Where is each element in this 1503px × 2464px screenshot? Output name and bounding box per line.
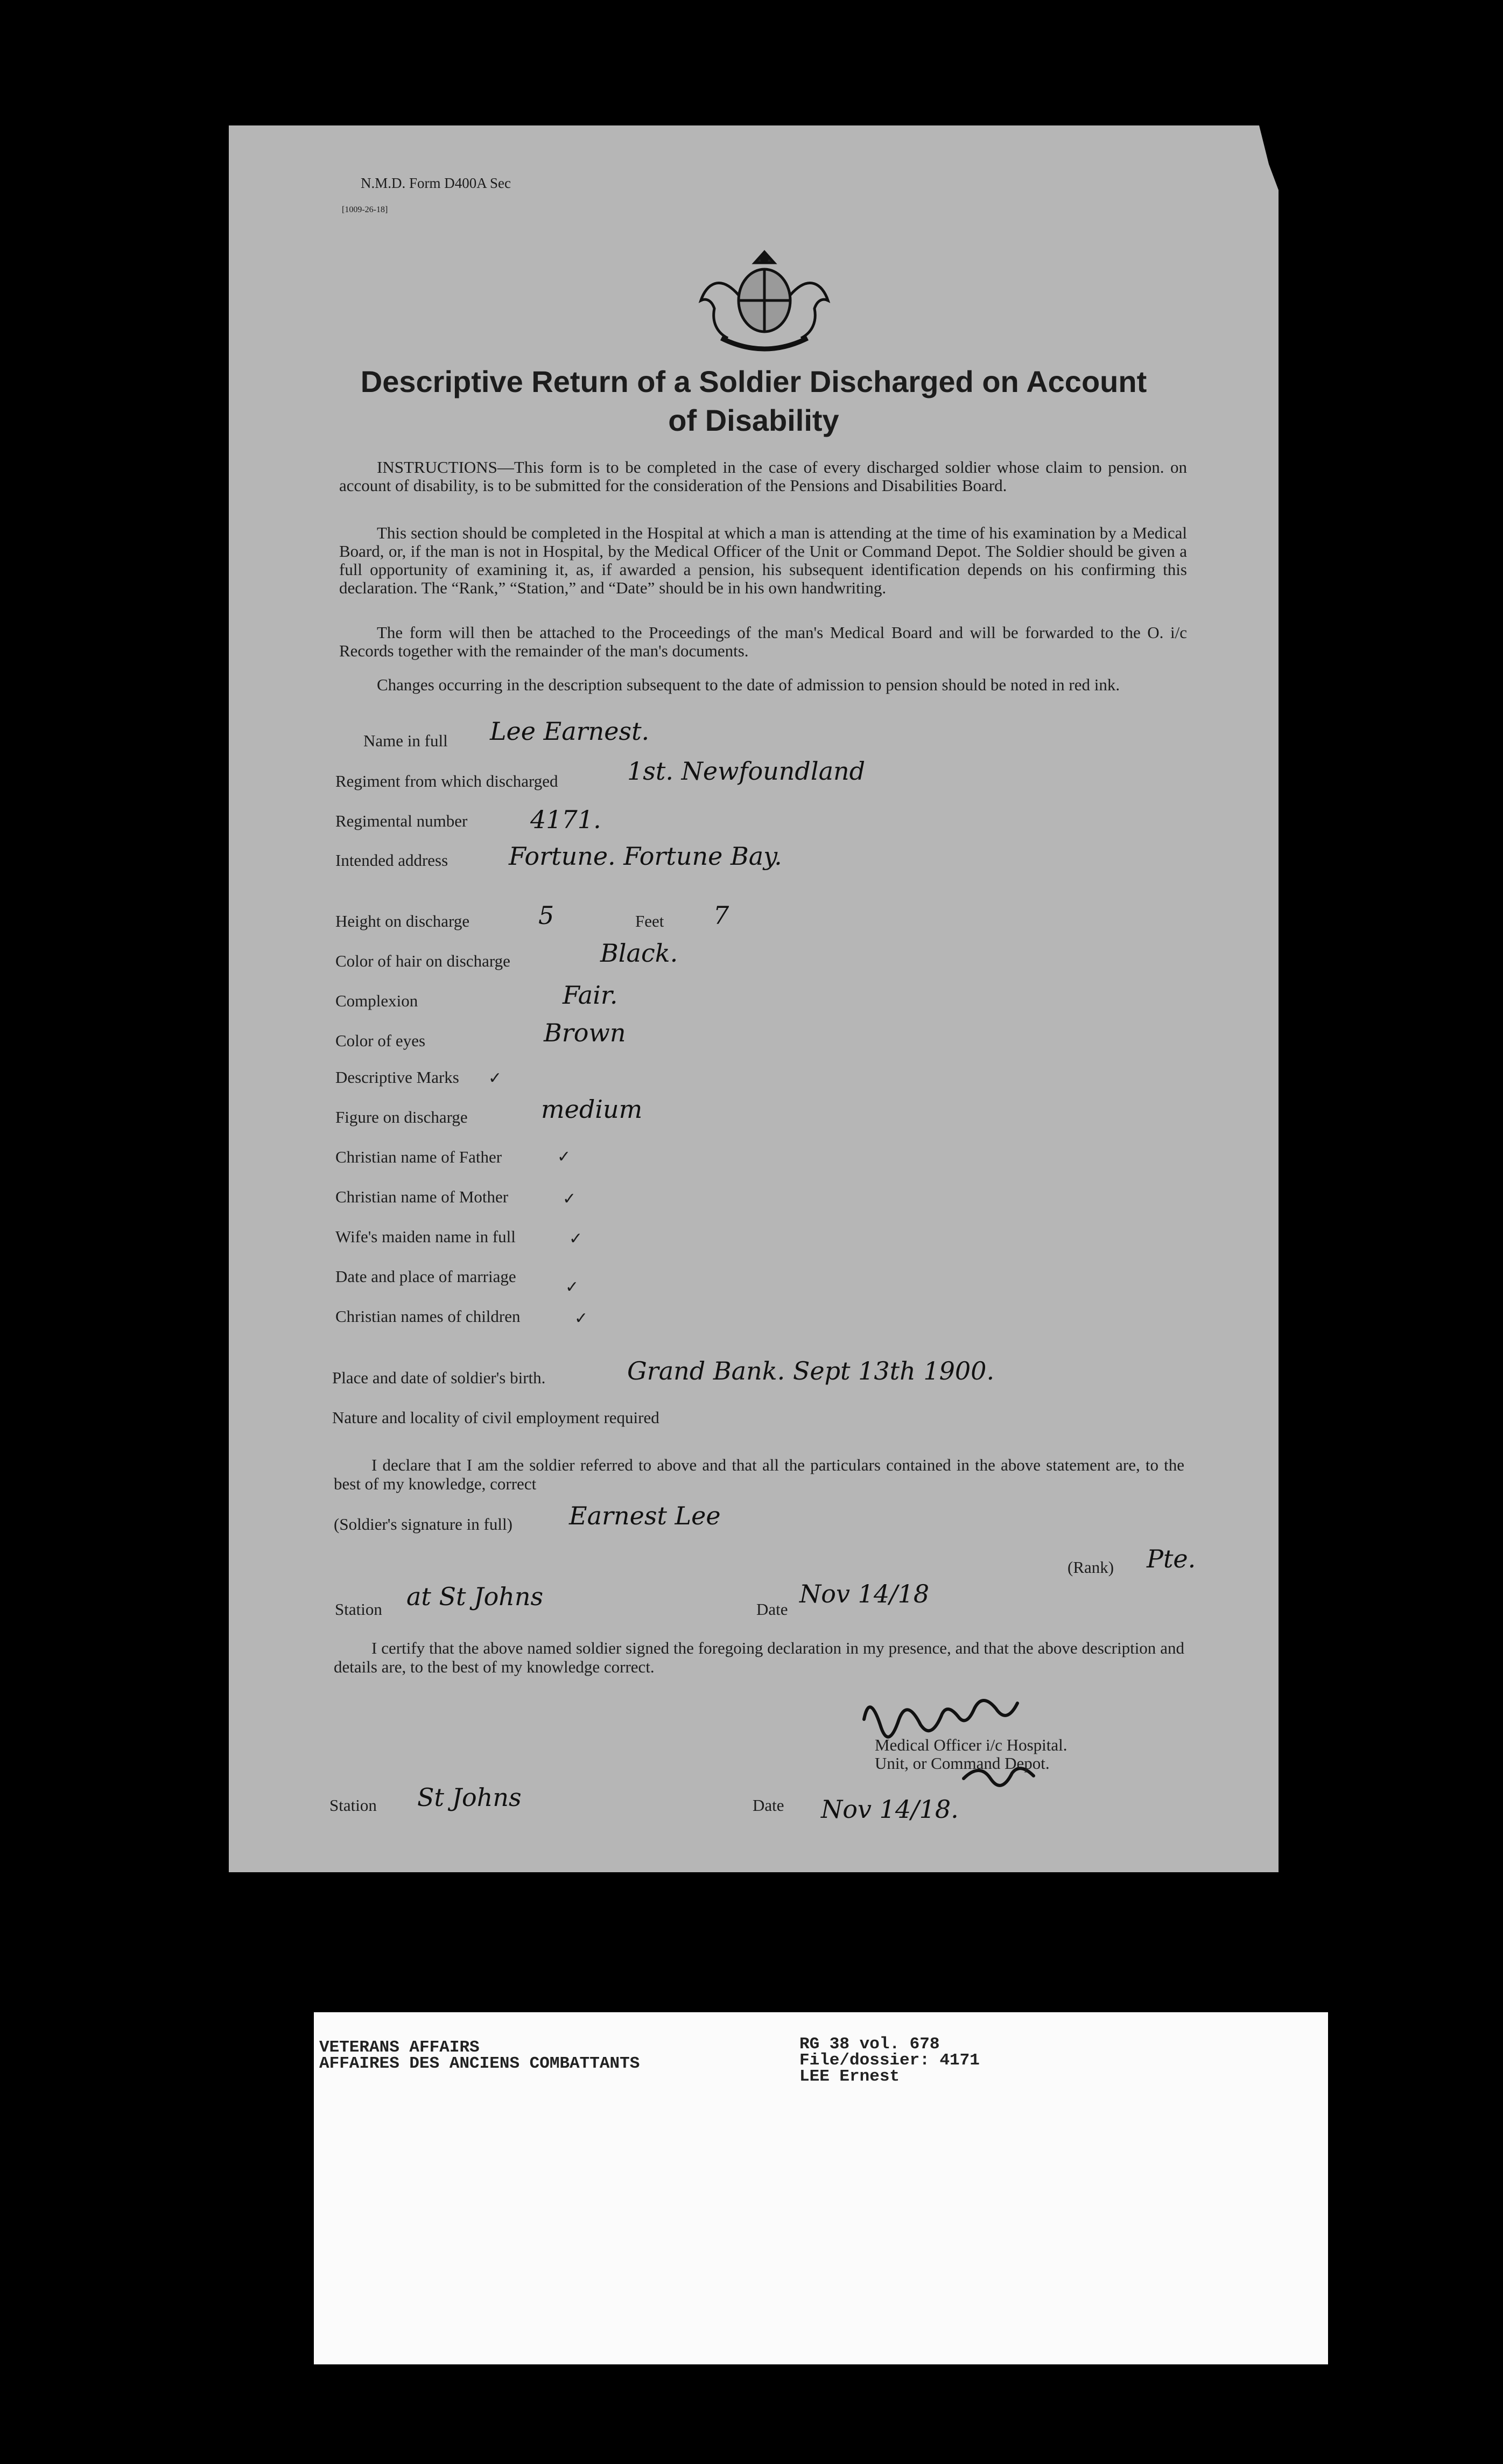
cert-station-value: St Johns [417, 1783, 522, 1812]
torn-corner [1246, 125, 1279, 190]
date-label: Date [756, 1600, 788, 1619]
employment-label: Nature and locality of civil employment required [332, 1408, 659, 1427]
mother-name-label: Christian name of Mother [335, 1187, 509, 1206]
instructions-paragraph: INSTRUCTIONS—This form is to be completed in the case of every discharged soldier whose claim to pension. on account of disability, is to be submitted for the consideration of the Pensions and Disabilities Board. [339, 458, 1187, 495]
address-value: Fortune. Fortune Bay. [509, 842, 782, 871]
birth-value: Grand Bank. Sept 13th 1900. [627, 1356, 995, 1385]
father-name-label: Christian name of Father [335, 1147, 502, 1166]
figure-value: medium [541, 1095, 643, 1124]
figure-label: Figure on discharge [335, 1108, 468, 1126]
date-value: Nov 14/18 [799, 1579, 930, 1608]
regiment-value: 1st. Newfoundland [627, 757, 866, 786]
address-label: Intended address [335, 851, 448, 870]
height-label: Height on discharge [335, 912, 470, 930]
complexion-value: Fair. [563, 981, 618, 1010]
hair-color-value: Black. [600, 939, 678, 968]
title-line-2: of Disability [668, 403, 839, 437]
officer-label-line2: Unit, or Command Depot. [875, 1754, 1050, 1773]
name-value: Lee Earnest. [490, 717, 650, 746]
regimental-number-value: 4171. [530, 805, 601, 834]
height-inches-value: 7 [713, 901, 729, 930]
document-sheet [229, 125, 1279, 1872]
children-names-label: Christian names of children [335, 1307, 521, 1326]
card-file-number: File/dossier: 4171 [799, 2051, 980, 2070]
station-label: Station [335, 1600, 382, 1619]
birth-label: Place and date of soldier's birth. [332, 1368, 546, 1387]
complexion-label: Complexion [335, 991, 418, 1010]
marriage-check: ✓ [565, 1278, 579, 1296]
royal-coat-of-arms-icon [689, 236, 840, 360]
height-feet-value: 5 [538, 901, 554, 930]
station-value: at St Johns [406, 1582, 544, 1611]
eye-color-value: Brown [544, 1018, 626, 1047]
card-agency-en: VETERANS AFFAIRS [319, 2038, 480, 2057]
father-name-check: ✓ [557, 1148, 571, 1166]
cert-date-value: Nov 14/18. [821, 1795, 959, 1824]
eye-color-label: Color of eyes [335, 1031, 426, 1050]
signature-value: Earnest Lee [569, 1501, 721, 1530]
name-label: Name in full [363, 731, 448, 750]
officer-label-line1: Medical Officer i/c Hospital. [875, 1735, 1067, 1754]
feet-label: Feet [635, 912, 664, 930]
wife-name-check: ✓ [569, 1230, 583, 1248]
title-line-1: Descriptive Return of a Soldier Discharged on Account [360, 365, 1147, 398]
changes-note-paragraph: Changes occurring in the description subsequent to the date of admission to pension should be noted in red ink. [377, 675, 1120, 694]
archive-reference-card [314, 2012, 1328, 2364]
card-agency-fr: AFFAIRES DES ANCIENS COMBATTANTS [319, 2054, 640, 2073]
regiment-label: Regiment from which discharged [335, 772, 558, 790]
print-code: [1009-26-18] [342, 205, 388, 214]
declaration-text: I declare that I am the soldier referred to above and that all the particulars contained in the above statement are, to the best of my knowledge, correct [334, 1455, 1184, 1493]
rank-label: (Rank) [1067, 1558, 1114, 1577]
section-note-paragraph: This section should be completed in the Hospital at which a man is attending at the time of his examination by a Medical Board, or, if the man is not in Hospital, by the Medical Officer of the Unit or Command Depot. The Soldier should be given a full opportunity of examining it, as, if awarded a pension, his subsequent identification depends on his confirming this declaration. The “Rank,” “Station,” and “Date” should be in his own handwriting. [339, 523, 1187, 597]
attach-note-paragraph: The form will then be attached to the Proceedings of the man's Medical Board and will be forwarded to the O. i/c Records together with the remainder of the man's documents. [339, 623, 1187, 660]
document-title [283, 362, 1225, 440]
mother-name-check: ✓ [563, 1190, 577, 1208]
wife-name-label: Wife's maiden name in full [335, 1227, 516, 1246]
marriage-label: Date and place of marriage [335, 1267, 516, 1286]
cert-station-label: Station [329, 1796, 377, 1815]
cert-date-label: Date [753, 1796, 784, 1815]
regimental-number-label: Regimental number [335, 811, 468, 830]
descriptive-marks-label: Descriptive Marks [335, 1068, 459, 1087]
signature-label: (Soldier's signature in full) [334, 1515, 512, 1534]
form-number: N.M.D. Form D400A Sec [361, 175, 511, 191]
descriptive-marks-check: ✓ [488, 1069, 502, 1087]
card-volume: RG 38 vol. 678 [799, 2035, 940, 2054]
children-names-check: ✓ [574, 1310, 588, 1327]
certification-text: I certify that the above named soldier signed the foregoing declaration in my presence, and that the above description and details are, to the best of my knowledge correct. [334, 1639, 1184, 1676]
rank-value: Pte. [1147, 1544, 1196, 1573]
card-subject-name: LEE Ernest [799, 2067, 900, 2086]
hair-color-label: Color of hair on discharge [335, 951, 510, 970]
